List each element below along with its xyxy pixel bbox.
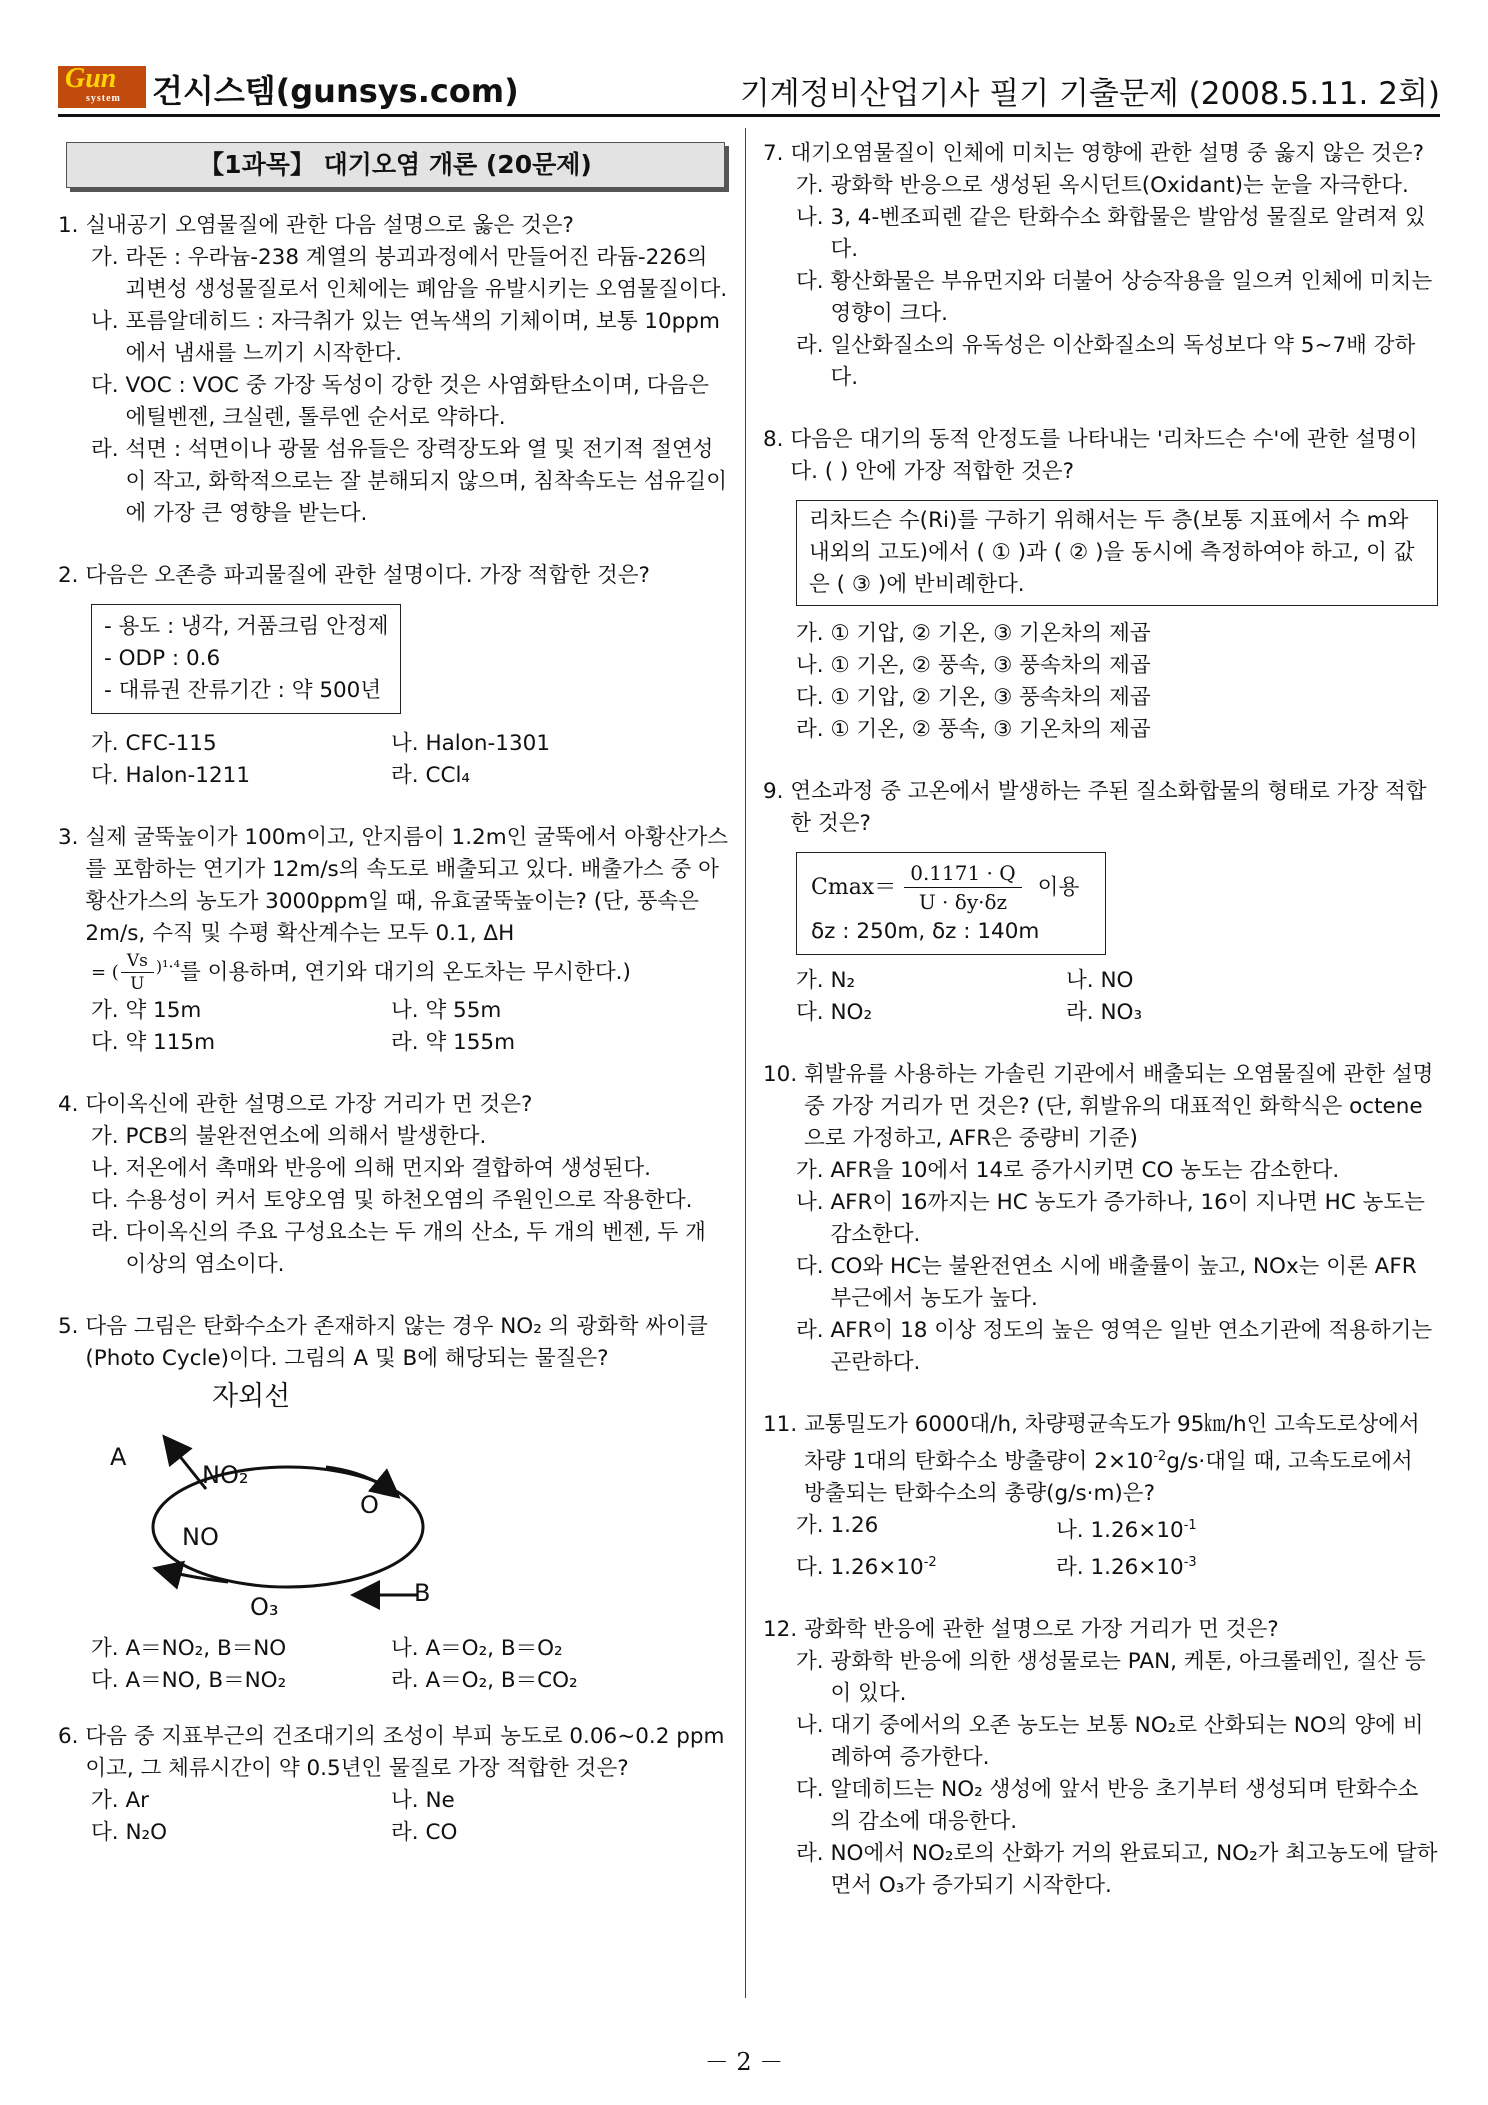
question-text-b: g/s·대일 때, 고속도로에서 방출되는 탄화수소의 총량(g/s·m)은?	[804, 1449, 1413, 1507]
formula-numerator: Vs	[121, 950, 154, 973]
option-text: 일산화질소의 유독성은 이산화질소의 독성보다 약 5~7배 강하다.	[830, 333, 1416, 390]
option-text: VOC : VOC 중 가장 독성이 강한 것은 사염화탄소이며, 다음은 에틸벤젠, 크실렌, 톨루엔 순서로 약하다.	[125, 373, 709, 430]
option-label: 다.	[91, 373, 126, 398]
option-text: AFR이 18 이상 정도의 높은 영역은 일반 연소기관에 적용하기는 곤란하다.	[830, 1318, 1433, 1375]
box-line: - 대류권 잔류기간 : 약 500년	[104, 678, 382, 703]
option-label: 라.	[796, 1841, 831, 1867]
option-text: 대기 중에서의 오존 농도는 보통 NO₂로 산화되는 NO의 양에 비례하여 증가한다.	[830, 1713, 1424, 1771]
question-text: 실내공기 오염물질에 관한 다음 설명으로 옳은 것은?	[85, 213, 574, 238]
subject-title: 【1과목】 대기오염 개론 (20문제)	[66, 142, 725, 188]
question-2	[58, 560, 733, 792]
option[interactable]	[58, 242, 733, 306]
question-8	[763, 424, 1438, 746]
option-text: 수용성이 커서 토양오염 및 하천오염의 주원인으로 작용한다.	[125, 1188, 693, 1213]
exponent: -2	[1153, 1449, 1167, 1464]
question-number: 8.	[763, 427, 791, 452]
question-text: 광화학 반응에 관한 설명으로 가장 거리가 먼 것은?	[804, 1617, 1279, 1643]
option[interactable]: 가. A＝NO₂, B＝NO	[91, 1636, 287, 1661]
option[interactable]: 나. Halon-1301	[391, 731, 551, 756]
option[interactable]: 가. ① 기압, ② 기온, ③ 기온차의 제곱	[796, 621, 1151, 646]
option[interactable]	[763, 266, 1438, 330]
option-label: 다.	[796, 1254, 831, 1279]
formula-lhs: Cmax＝	[811, 874, 897, 900]
question-4	[58, 1089, 733, 1281]
question-text: 대기오염물질이 인체에 미치는 영향에 관한 설명 중 옳지 않은 것은?	[790, 141, 1425, 166]
option-label: 가.	[91, 245, 126, 270]
label-o3: O₃	[250, 1593, 279, 1621]
label-no2: NO₂	[202, 1461, 249, 1489]
option-base: 라. 1.26×10	[1056, 1555, 1184, 1581]
option-label: 가.	[91, 1124, 126, 1149]
option[interactable]	[796, 1547, 1056, 1584]
option[interactable]	[763, 1838, 1438, 1902]
option[interactable]	[763, 1155, 1438, 1187]
option[interactable]: 가. N₂	[796, 968, 856, 993]
question-text: 실제 굴뚝높이가 100m이고, 안지름이 1.2m인 굴뚝에서 아황산가스를 포함하는 연기가 12m/s의 속도로 배출되고 있다. 배출가스 중 아황산가스의 농도가 3000ppm일 때, 유효굴뚝높이는? (단, 풍속은 2m/s, 수직 및 수평 확산계수는 모두 0.1, ΔH	[85, 825, 729, 946]
option[interactable]: 라. CO	[391, 1820, 458, 1845]
question-number: 4.	[58, 1092, 86, 1117]
option-text: 3, 4-벤조피렌 같은 탄화수소 화합물은 발암성 물질로 알려져 있다.	[830, 205, 1426, 262]
formula-lhs: = (	[91, 961, 119, 983]
question-5	[58, 1311, 733, 1697]
option[interactable]: 나. ① 기온, ② 풍속, ③ 풍속차의 제곱	[796, 653, 1151, 678]
option[interactable]	[763, 1774, 1438, 1838]
label-a: A	[110, 1443, 127, 1471]
question-11	[763, 1409, 1438, 1584]
formula-fraction	[904, 859, 1021, 916]
right-column	[763, 138, 1438, 1932]
site-name: 건시스템(gunsys.com)	[152, 72, 519, 110]
option-text: 저온에서 촉매와 반응에 의해 먼지와 결합하여 생성된다.	[125, 1156, 651, 1181]
option-text: 다이옥신의 주요 구성요소는 두 개의 산소, 두 개의 벤젠, 두 개 이상의 염소이다.	[125, 1220, 706, 1277]
option[interactable]: 가. Ar	[91, 1788, 149, 1813]
option-label: 가.	[796, 1158, 831, 1183]
option-text: 광화학 반응으로 생성된 옥시던트(Oxidant)는 눈을 자극한다.	[830, 173, 1409, 198]
option[interactable]: 나. Ne	[391, 1788, 455, 1813]
option[interactable]	[1056, 1547, 1356, 1584]
question-9	[763, 776, 1438, 1029]
question-text: 연소과정 중 고온에서 발생하는 주된 질소화합물의 형태로 가장 적합한 것은?	[790, 779, 1427, 836]
question-text: 휘발유를 사용하는 가솔린 기관에서 배출되는 오염물질에 관한 설명 중 가장 거리가 먼 것은? (단, 휘발유의 대표적인 화학식은 octene으로 가정하고, AFR은 중량비 기준)	[804, 1062, 1434, 1151]
option[interactable]: 다. N₂O	[91, 1820, 168, 1845]
option[interactable]: 라. ① 기온, ② 풍속, ③ 기온차의 제곱	[796, 717, 1151, 742]
question-text: 다음은 대기의 동적 안정도를 나타내는 '리차드슨 수'에 관한 설명이다. ( ) 안에 가장 적합한 것은?	[790, 427, 1418, 484]
question-12	[763, 1614, 1438, 1902]
option-label: 다.	[796, 1777, 831, 1803]
option[interactable]: 가. CFC-115	[91, 731, 217, 756]
label-no: NO	[182, 1523, 219, 1551]
option-text: CO와 HC는 불완전연소 시에 배출률이 높고, NOx는 이론 AFR 부근에서 농도가 높다.	[830, 1254, 1417, 1311]
option-label: 다.	[796, 269, 831, 294]
option[interactable]	[763, 1187, 1438, 1251]
option-label: 가.	[796, 1649, 831, 1675]
option[interactable]: 라. A＝O₂, B＝CO₂	[391, 1668, 578, 1693]
box-line: - 용도 : 냉각, 거품크림 안정제	[104, 614, 389, 639]
question-text: 다음 그림은 탄화수소가 존재하지 않는 경우 NO₂ 의 광화학 싸이클(Photo Cycle)이다. 그림의 A 및 B에 해당되는 물질은?	[85, 1314, 708, 1371]
question-number: 7.	[763, 141, 791, 166]
formula-denominator: U · δy·δz	[918, 890, 1008, 914]
question-6	[58, 1721, 733, 1849]
formula-denominator: U	[130, 974, 145, 994]
option[interactable]: 라. CCl₄	[391, 763, 471, 788]
option[interactable]	[58, 1185, 733, 1217]
option-text: 포름알데히드 : 자극취가 있는 연녹색의 기체이며, 보통 10ppm에서 냄새를 느끼기 시작한다.	[125, 309, 720, 366]
question-number: 5.	[58, 1314, 86, 1339]
option-text: 광화학 반응에 의한 생성물로는 PAN, 케톤, 아크롤레인, 질산 등이 있다.	[830, 1649, 1426, 1707]
photo-cycle-diagram	[78, 1377, 558, 1627]
option-text: AFR을 10에서 14로 증가시키면 CO 농도는 감소한다.	[830, 1158, 1340, 1183]
question-number: 10.	[763, 1062, 805, 1087]
question-number: 3.	[58, 825, 86, 850]
question-text-a: 교통밀도가 6000대/h, 차량평균속도가 95㎞/h인 고속도로상에서 차량 1대의 탄화수소 방출량이 2×10	[804, 1412, 1420, 1475]
formula-fraction	[121, 950, 154, 995]
option[interactable]	[58, 1121, 733, 1153]
option-label: 나.	[796, 1713, 831, 1739]
question-number: 1.	[58, 213, 86, 238]
question-text: 다이옥신에 관한 설명으로 가장 거리가 먼 것은?	[85, 1092, 533, 1117]
option-base: 다. 1.26×10	[796, 1555, 924, 1581]
logo-text: Gun	[65, 63, 117, 94]
page-number: － 2 －	[704, 2048, 784, 2076]
option-label: 나.	[796, 1190, 831, 1215]
question-number: 9.	[763, 779, 791, 804]
option[interactable]	[763, 1646, 1438, 1710]
option-text: 라돈 : 우라늄-238 계열의 붕괴과정에서 만들어진 라듐-226의 괴변성 생성물질로서 인체에는 폐암을 유발시키는 오염물질이다.	[125, 245, 728, 302]
option-label: 다.	[91, 1188, 126, 1213]
question-7	[763, 138, 1438, 394]
question-text	[804, 1409, 1438, 1510]
option[interactable]: 다. 약 115m	[91, 1030, 216, 1055]
option[interactable]	[58, 306, 733, 370]
question-10	[763, 1059, 1438, 1379]
option[interactable]	[58, 1217, 733, 1281]
page-header	[58, 62, 1440, 117]
uv-label: 자외선	[212, 1381, 291, 1412]
label-o: O	[360, 1491, 379, 1519]
option-label: 나.	[796, 205, 831, 230]
option[interactable]: 다. ① 기압, ② 기온, ③ 풍속차의 제곱	[796, 685, 1151, 710]
question-number: 11.	[763, 1412, 805, 1437]
formula-numerator: 0.1171 · Q	[904, 859, 1021, 888]
question-text-cont: 를 이용하며, 연기와 대기의 온도차는 무시한다.)	[180, 959, 631, 985]
option[interactable]: 나. NO	[1066, 968, 1134, 993]
option[interactable]	[1056, 1510, 1356, 1547]
option-text: 황산화물은 부유먼지와 더불어 상승작용을 일으켜 인체에 미치는 영향이 크다.	[830, 269, 1433, 326]
question-number: 6.	[58, 1724, 86, 1749]
option[interactable]	[763, 202, 1438, 266]
exponent: -1	[1183, 1518, 1197, 1534]
formula-use-label: 이용	[1037, 874, 1080, 900]
option[interactable]: 다. NO₂	[796, 1000, 873, 1025]
question-3	[58, 822, 733, 1059]
exponent: -3	[1183, 1555, 1197, 1571]
question-number: 12.	[763, 1617, 805, 1643]
option[interactable]	[58, 370, 733, 434]
option-text: PCB의 불완전연소에 의해서 발생한다.	[125, 1124, 487, 1149]
question-number: 2.	[58, 563, 86, 588]
option-label: 라.	[796, 1318, 831, 1343]
label-b: B	[414, 1579, 431, 1607]
option[interactable]: 다. A＝NO, B＝NO₂	[91, 1668, 287, 1693]
question-text: 다음은 오존층 파괴물질에 관한 설명이다. 가장 적합한 것은?	[85, 563, 650, 588]
option[interactable]	[58, 1153, 733, 1185]
info-box: 리차드슨 수(Ri)를 구하기 위해서는 두 층(보통 지표에서 수 m와 내외의 고도)에서 ( ① )과 ( ② )을 동시에 측정하여야 하고, 이 값은 ( ③ )에 반비례한다.	[796, 500, 1438, 606]
option[interactable]	[763, 170, 1438, 202]
option-label: 라.	[91, 437, 126, 462]
option-label: 가.	[796, 173, 831, 198]
logo-subtext: system	[86, 93, 121, 104]
option-text: AFR이 16까지는 HC 농도가 증가하나, 16이 지나면 HC 농도는 감소한다.	[830, 1190, 1425, 1247]
formula-params: δz : 250m, δz : 140m	[811, 919, 1040, 944]
box-line: - ODP : 0.6	[104, 646, 221, 671]
option[interactable]: 가. 약 15m	[91, 998, 202, 1023]
option[interactable]: 다. Halon-1211	[91, 763, 251, 788]
stack-rise-formula	[58, 950, 733, 995]
option-text: NO에서 NO₂로의 산화가 거의 완료되고, NO₂가 최고농도에 달하면서 O₃가 증가되기 시작한다.	[830, 1841, 1438, 1899]
option[interactable]: 나. A＝O₂, B＝O₂	[391, 1636, 563, 1661]
question-text: 다음 중 지표부근의 건조대기의 조성이 부피 농도로 0.06~0.2 ppm이고, 그 체류시간이 약 0.5년인 물질로 가장 적합한 것은?	[85, 1724, 725, 1781]
left-column	[58, 134, 733, 1879]
option[interactable]	[763, 1315, 1438, 1379]
option-label: 나.	[91, 309, 126, 334]
option[interactable]	[763, 1251, 1438, 1315]
option[interactable]: 라. NO₃	[1066, 1000, 1143, 1025]
exponent: -2	[923, 1555, 937, 1571]
formula-exponent: )¹·⁴	[155, 956, 180, 976]
option-text: 석면 : 석면이나 광물 섬유들은 장력장도와 열 및 전기적 절연성이 작고, 화학적으로는 잘 분해되지 않으며, 침착속도는 섬유길이에 가장 큰 영향을 받는다.	[125, 437, 727, 526]
option[interactable]: 나. 약 55m	[391, 998, 502, 1023]
exam-title: 기계정비산업기사 필기 기출문제 (2008.5.11. 2회)	[739, 76, 1440, 112]
option-label: 라.	[91, 1220, 126, 1245]
option[interactable]	[763, 330, 1438, 394]
arrow-to-a	[166, 1439, 206, 1489]
option[interactable]	[763, 1710, 1438, 1774]
option[interactable]	[58, 434, 733, 530]
option-label: 라.	[796, 333, 831, 358]
column-divider	[745, 128, 746, 1998]
option[interactable]: 가. 1.26	[796, 1513, 879, 1539]
option-base: 나. 1.26×10	[1056, 1518, 1184, 1544]
question-1	[58, 210, 733, 530]
option-label: 나.	[91, 1156, 126, 1181]
option[interactable]: 라. 약 155m	[391, 1030, 516, 1055]
gunsystem-logo	[58, 63, 146, 108]
info-box	[91, 604, 401, 714]
formula-box	[796, 852, 1106, 955]
photo-cycle-svg	[78, 1377, 558, 1627]
option-text: 알데히드는 NO₂ 생성에 앞서 반응 초기부터 생성되며 탄화수소의 감소에 대응한다.	[830, 1777, 1419, 1835]
